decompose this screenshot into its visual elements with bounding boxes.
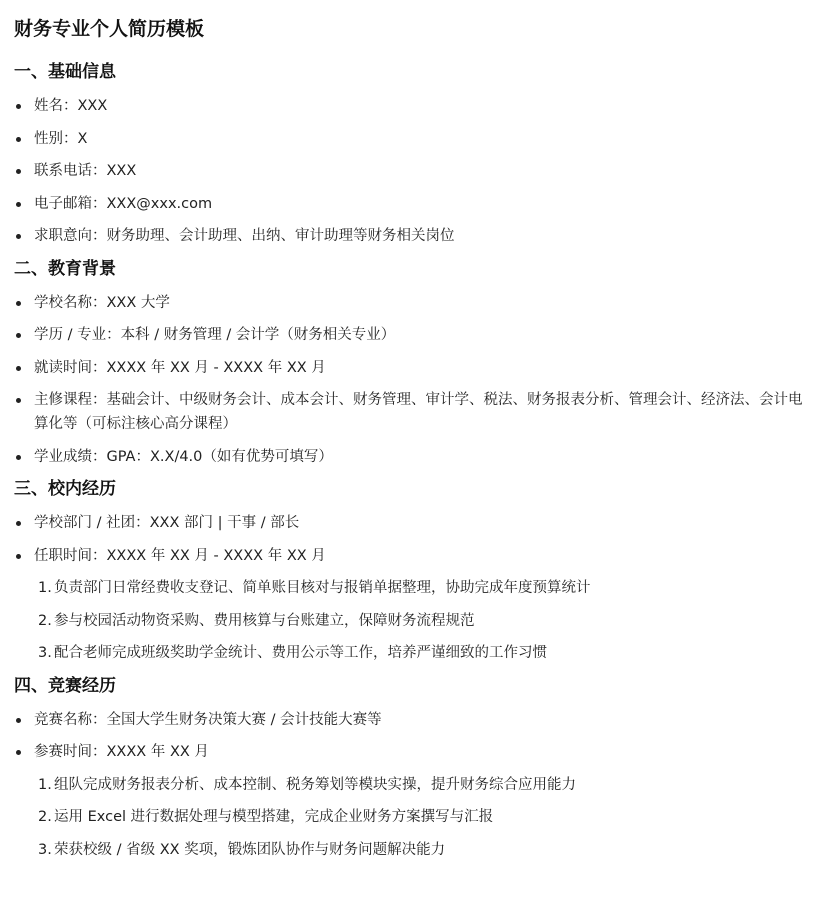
- section-campus-experience: [14, 477, 811, 665]
- item-text: 配合老师完成班级奖助学金统计、费用公示等工作，培养严谨细致的工作习惯: [54, 645, 547, 661]
- section-heading: 四、竞赛经历: [14, 675, 116, 696]
- numbered-item: [14, 641, 811, 665]
- list-item: 学历 / 专业：本科 / 财务管理 / 会计学（财务相关专业）: [14, 323, 811, 347]
- list-item: 任职时间：XXXX 年 XX 月 - XXXX 年 XX 月: [14, 544, 811, 568]
- numbered-item: [14, 805, 811, 829]
- item-number: 2.: [38, 612, 52, 629]
- item-number: 2.: [38, 809, 52, 825]
- numbered-item: [14, 773, 811, 797]
- numbered-item: [14, 576, 811, 600]
- list-item: 姓名：XXX: [14, 94, 811, 118]
- item-text: 参与校园活动物资采购、费用核算与台账建立，保障财务流程规范: [54, 612, 475, 629]
- numbered-list: [14, 773, 811, 862]
- section-basic-info: [14, 60, 811, 248]
- list-item: 电子邮箱：XXX@xxx.com: [14, 192, 811, 216]
- page-title: 财务专业个人简历模板: [14, 18, 205, 40]
- item-text: 负责部门日常经费收支登记、简单账目核对与报销单据整理，协助完成年度预算统计: [54, 580, 591, 596]
- list-item: 竞赛名称：全国大学生财务决策大赛 / 会计技能大赛等: [14, 708, 811, 732]
- list-item: 联系电话：XXX: [14, 159, 811, 183]
- item-text: 组队完成财务报表分析、成本控制、税务筹划等模块实操，提升财务综合应用能力: [54, 776, 576, 793]
- section-competition: [14, 674, 811, 862]
- bullet-list: [14, 708, 811, 765]
- bullet-list: [14, 291, 811, 469]
- bullet-list: [14, 94, 811, 248]
- list-item: 参赛时间：XXXX 年 XX 月: [14, 740, 811, 764]
- list-item: 学业成绩：GPA：X.X/4.0（如有优势可填写）: [14, 445, 811, 469]
- bullet-list: [14, 511, 811, 568]
- section-heading: 一、基础信息: [14, 62, 116, 82]
- section-education: [14, 257, 811, 469]
- item-number: 1.: [38, 580, 52, 596]
- list-item: 就读时间：XXXX 年 XX 月 - XXXX 年 XX 月: [14, 356, 811, 380]
- list-item: 主修课程：基础会计、中级财务会计、成本会计、财务管理、审计学、税法、财务报表分析、管理会计、经济法、会计电算化等（可标注核心高分课程）: [14, 388, 811, 436]
- item-number: 3.: [38, 841, 52, 858]
- item-number: 1.: [38, 776, 52, 793]
- section-heading: 二、教育背景: [14, 258, 116, 279]
- item-text: 荣获校级 / 省级 XX 奖项，锻炼团队协作与财务问题解决能力: [54, 841, 446, 858]
- list-item: 学校名称：XXX 大学: [14, 291, 811, 315]
- section-heading: 三、校内经历: [14, 479, 116, 499]
- item-text: 运用 Excel 进行数据处理与模型搭建，完成企业财务方案撰写与汇报: [54, 809, 494, 825]
- numbered-item: [14, 838, 811, 862]
- numbered-item: [14, 609, 811, 633]
- list-item: 性别：X: [14, 127, 811, 151]
- list-item: 求职意向：财务助理、会计助理、出纳、审计助理等财务相关岗位: [14, 224, 811, 248]
- item-number: 3.: [38, 645, 52, 661]
- list-item: 学校部门 / 社团：XXX 部门 | 干事 / 部长: [14, 511, 811, 535]
- numbered-list: [14, 576, 811, 665]
